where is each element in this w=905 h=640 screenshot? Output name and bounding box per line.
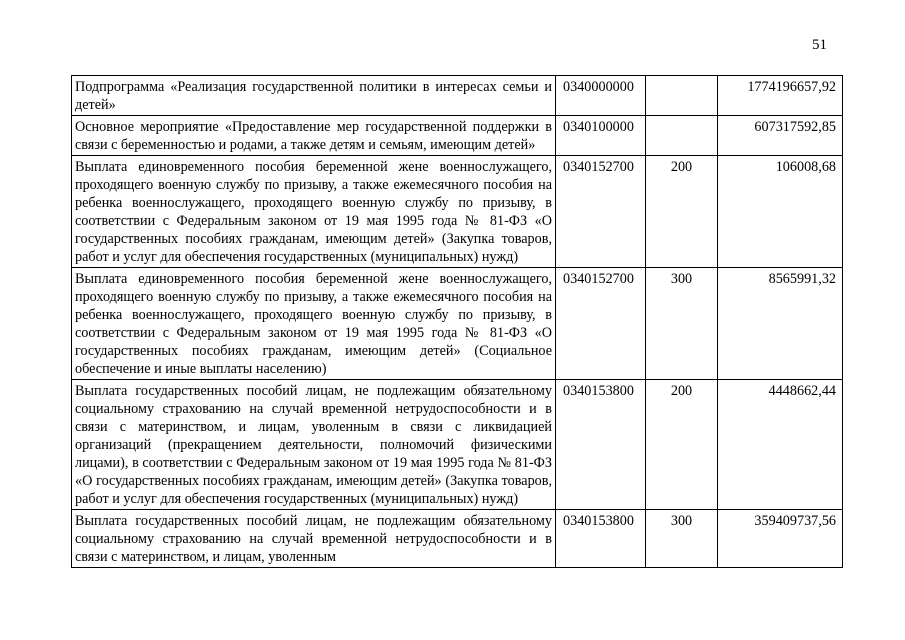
row-amount: 106008,68 xyxy=(718,156,843,268)
row-amount: 1774196657,92 xyxy=(718,76,843,116)
row-expense-type: 200 xyxy=(646,156,718,268)
row-amount: 359409737,56 xyxy=(718,510,843,568)
table-row xyxy=(72,116,843,156)
page-number: 51 xyxy=(812,37,827,53)
row-target-code: 0340100000 xyxy=(556,116,646,156)
row-description: Выплата государственных пособий лицам, не подлежащим обязательному социальному страхованию на случай временной нетрудоспособности и в связи с материнством, и лицам, уволенным xyxy=(72,510,556,568)
row-target-code: 0340152700 xyxy=(556,268,646,380)
table-row xyxy=(72,510,843,568)
row-description: Выплата единовременного пособия беременной жене военнослужащего, проходящего военную службу по призыву, а также ежемесячного пособия на ребенка военнослужащего, проходящего военную службу по призыву, в соответствии с Федеральным законом от 19 мая 1995 года № 81-ФЗ «О государственных пособиях гражданам, имеющим детей» (Социальное обеспечение и иные выплаты населению) xyxy=(72,268,556,380)
row-expense-type: 200 xyxy=(646,380,718,510)
row-amount: 607317592,85 xyxy=(718,116,843,156)
row-expense-type xyxy=(646,76,718,116)
row-target-code: 0340000000 xyxy=(556,76,646,116)
table-row xyxy=(72,380,843,510)
row-description: Основное мероприятие «Предоставление мер государственной поддержки в связи с беременностью и родами, а также детям и семьям, имеющим детей» xyxy=(72,116,556,156)
row-description: Подпрограмма «Реализация государственной политики в интересах семьи и детей» xyxy=(72,76,556,116)
table-row xyxy=(72,76,843,116)
row-amount: 8565991,32 xyxy=(718,268,843,380)
row-expense-type xyxy=(646,116,718,156)
table-row xyxy=(72,268,843,380)
row-expense-type: 300 xyxy=(646,510,718,568)
row-target-code: 0340152700 xyxy=(556,156,646,268)
row-description: Выплата государственных пособий лицам, не подлежащим обязательному социальному страхованию на случай временной нетрудоспособности и в связи с материнством, и лицам, уволенным в связи с ликвидацией организаций (прекращением деятельности, полномочий физическими лицами), в соответствии с Федеральным законом от 19 мая 1995 года № 81-ФЗ «О государственных пособиях гражданам, имеющим детей» (Закупка товаров, работ и услуг для обеспечения государственных (муниципальных) нужд) xyxy=(72,380,556,510)
budget-table xyxy=(71,75,843,568)
row-amount: 4448662,44 xyxy=(718,380,843,510)
row-target-code: 0340153800 xyxy=(556,380,646,510)
table-row xyxy=(72,156,843,268)
row-description: Выплата единовременного пособия беременной жене военнослужащего, проходящего военную службу по призыву, а также ежемесячного пособия на ребенка военнослужащего, проходящего военную службу по призыву, в соответствии с Федеральным законом от 19 мая 1995 года № 81-ФЗ «О государственных пособиях гражданам, имеющим детей» (Закупка товаров, работ и услуг для обеспечения государственных (муниципальных) нужд) xyxy=(72,156,556,268)
row-target-code: 0340153800 xyxy=(556,510,646,568)
row-expense-type: 300 xyxy=(646,268,718,380)
